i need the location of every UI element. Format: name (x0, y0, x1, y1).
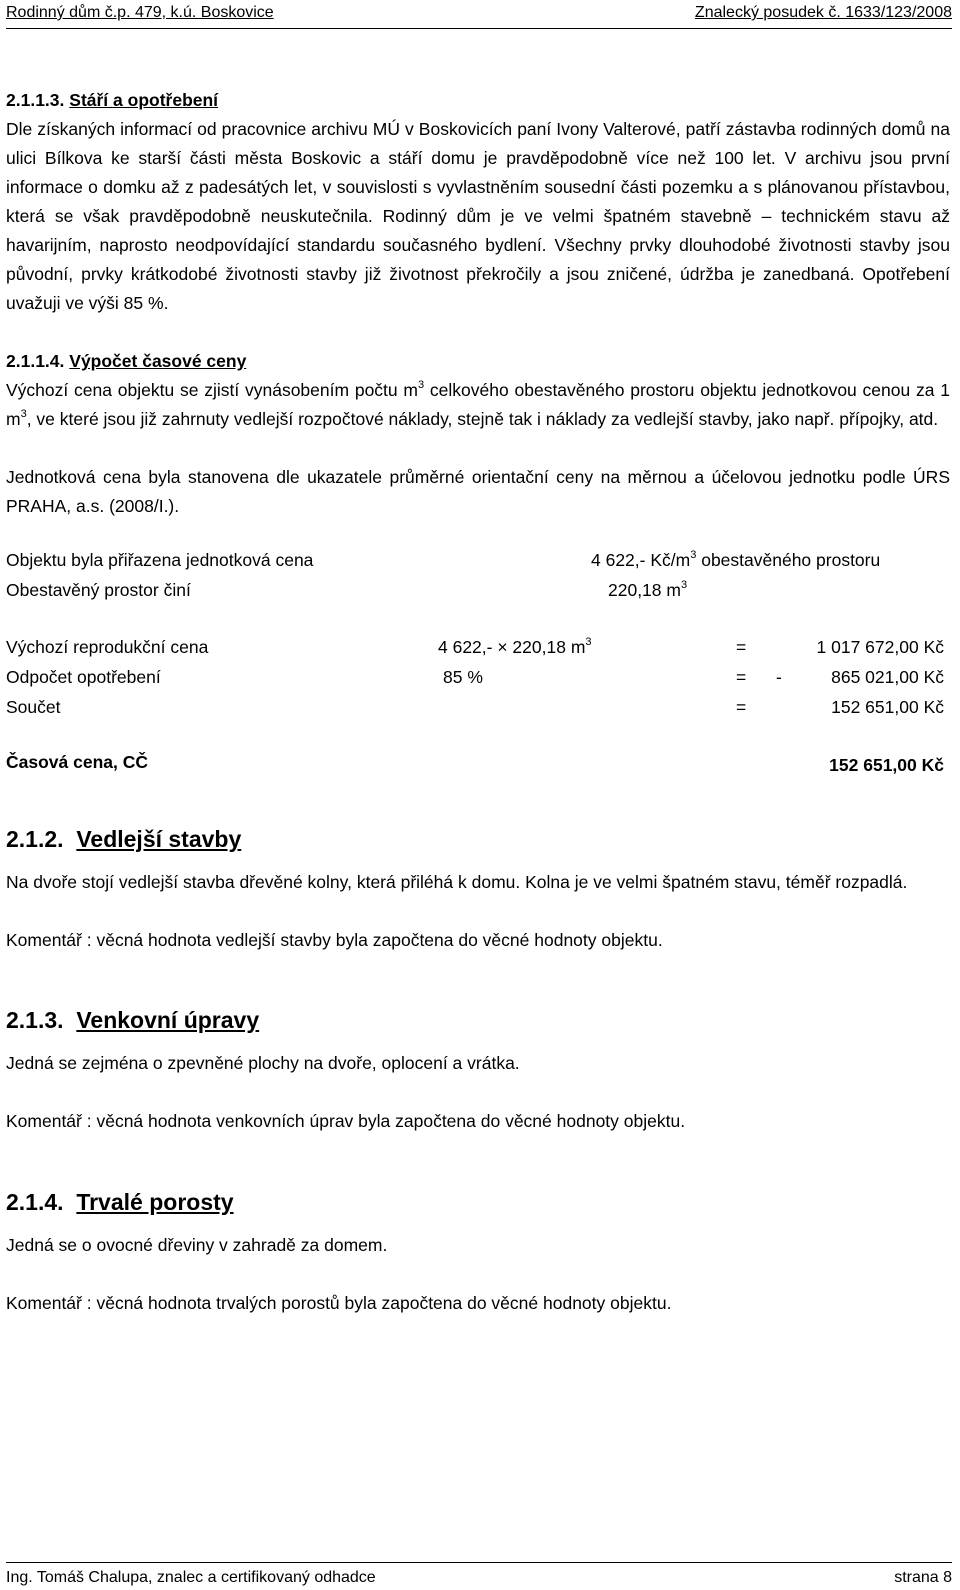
total-row (6, 748, 950, 778)
header-report-number: Znalecký posudek č. 1633/123/2008 (694, 4, 952, 21)
unit-price-row (6, 546, 950, 576)
page-content (6, 86, 950, 1318)
section-heading-2114 (6, 347, 950, 376)
section-heading-2113 (6, 86, 950, 115)
header-document-subject: Rodinný dům č.p. 479, k.ú. Boskovice (6, 4, 274, 21)
calc-row: Odpočet opotřebení 85 % = - 865 021,00 Kč (6, 667, 944, 687)
volume-label: Obestavěný prostor činí (6, 580, 191, 600)
outdoor-paragraph: Jedná se zejména o zpevněné plochy na dvoře, oplocení a vrátka. (6, 1053, 520, 1073)
footer-author: Ing. Tomáš Chalupa, znalec a certifikovaný odhadce (6, 1569, 376, 1586)
vegetation-paragraph: Jedná se o ovocné dřeviny v zahradě za domem. (6, 1235, 388, 1255)
calc-row: Výchozí reprodukční cena 4 622,- × 220,18 $m^3$ = 1 017 672,00 Kč (6, 636, 944, 657)
vegetation-comment: Komentář : věcná hodnota trvalých porostů byla započtena do věcné hodnoty objektu. (6, 1293, 672, 1313)
section-heading-214: 2.1.4. Trvalé porosty (6, 1189, 234, 1215)
age-wear-paragraph: Dle získaných informací od pracovnice archivu MÚ v Boskovicích paní Ivony Valterové, patří zástavba rodinných domů na ulici Bílkova ke starší části města Boskovic a stáří domu je pravděpodobně více než 100 let. V archivu jsou první informace o domku až z padesátých let, v souvislosti s vyvlastněním sousední části pozemku a s plánovanou přístavbou, která se však pravděpodobně neuskutečnila. Rodinný dům je ve velmi špatném stavebně – technickém stavu až havarijním, naprosto neodpovídající standardu současného bydlení. Všechny prvky dlouhodobé životnosti stavby jsou původní, prvky krátkodobé životnosti stavby již životnost překročily a jsou zničené, údržba je zanedbaná. Opotřebení uvažuji ve výši 85 %. (6, 119, 950, 313)
volume-row (6, 576, 950, 606)
unit-price-source-paragraph: Jednotková cena byla stanovena dle ukazatele průměrné orientační ceny na měrnou a účelovou jednotku podle ÚRS PRAHA, a.s. (2008/I.). (6, 467, 950, 516)
total-value: 152 651,00 Kč (829, 755, 944, 775)
total-label: Časová cena, CČ (6, 752, 149, 772)
volume-value: 220,18 $m^3$ (608, 579, 688, 600)
calc-row: Součet = 152 651,00 Kč (6, 697, 944, 717)
unit-price-label: Objektu byla přiřazena jednotková cena (6, 550, 314, 570)
calculation-method-paragraph: Výchozí cena objektu se zjistí vynásobením počtu $m^3$ celkového obestavěného prostoru objektu jednotkovou cenou za 1 $m^3$, ve které jsou již zahrnuty vedlejší rozpočtové náklady, stejně tak i náklady za vedlejší stavby, jako např. přípojky, atd. (6, 379, 950, 429)
page-number: strana 8 (894, 1569, 952, 1586)
page-footer (6, 1562, 952, 1590)
outbuilding-comment: Komentář : věcná hodnota vedlejší stavby byla započtena do věcné hodnoty objektu. (6, 930, 663, 950)
section-heading-213: 2.1.3. Venkovní úpravy (6, 1007, 260, 1033)
page-header (6, 2, 952, 29)
section-title: Výpočet časové ceny (69, 351, 247, 371)
section-title: Stáří a opotřebení (69, 90, 219, 110)
section-number: 2.1.1.4. (6, 351, 65, 371)
unit-price-value: 4 622,- $Kč/m^3$ obestavěného prostoru (591, 549, 881, 570)
outdoor-comment: Komentář : věcná hodnota venkovních úprav byla započtena do věcné hodnoty objektu. (6, 1111, 686, 1131)
section-heading-212: 2.1.2. Vedlejší stavby (6, 826, 242, 852)
outbuilding-paragraph: Na dvoře stojí vedlejší stavba dřevěné kolny, která přiléhá k domu. Kolna je ve velmi špatném stavu, téměř rozpadlá. (6, 872, 908, 892)
section-number: 2.1.1.3. (6, 90, 65, 110)
